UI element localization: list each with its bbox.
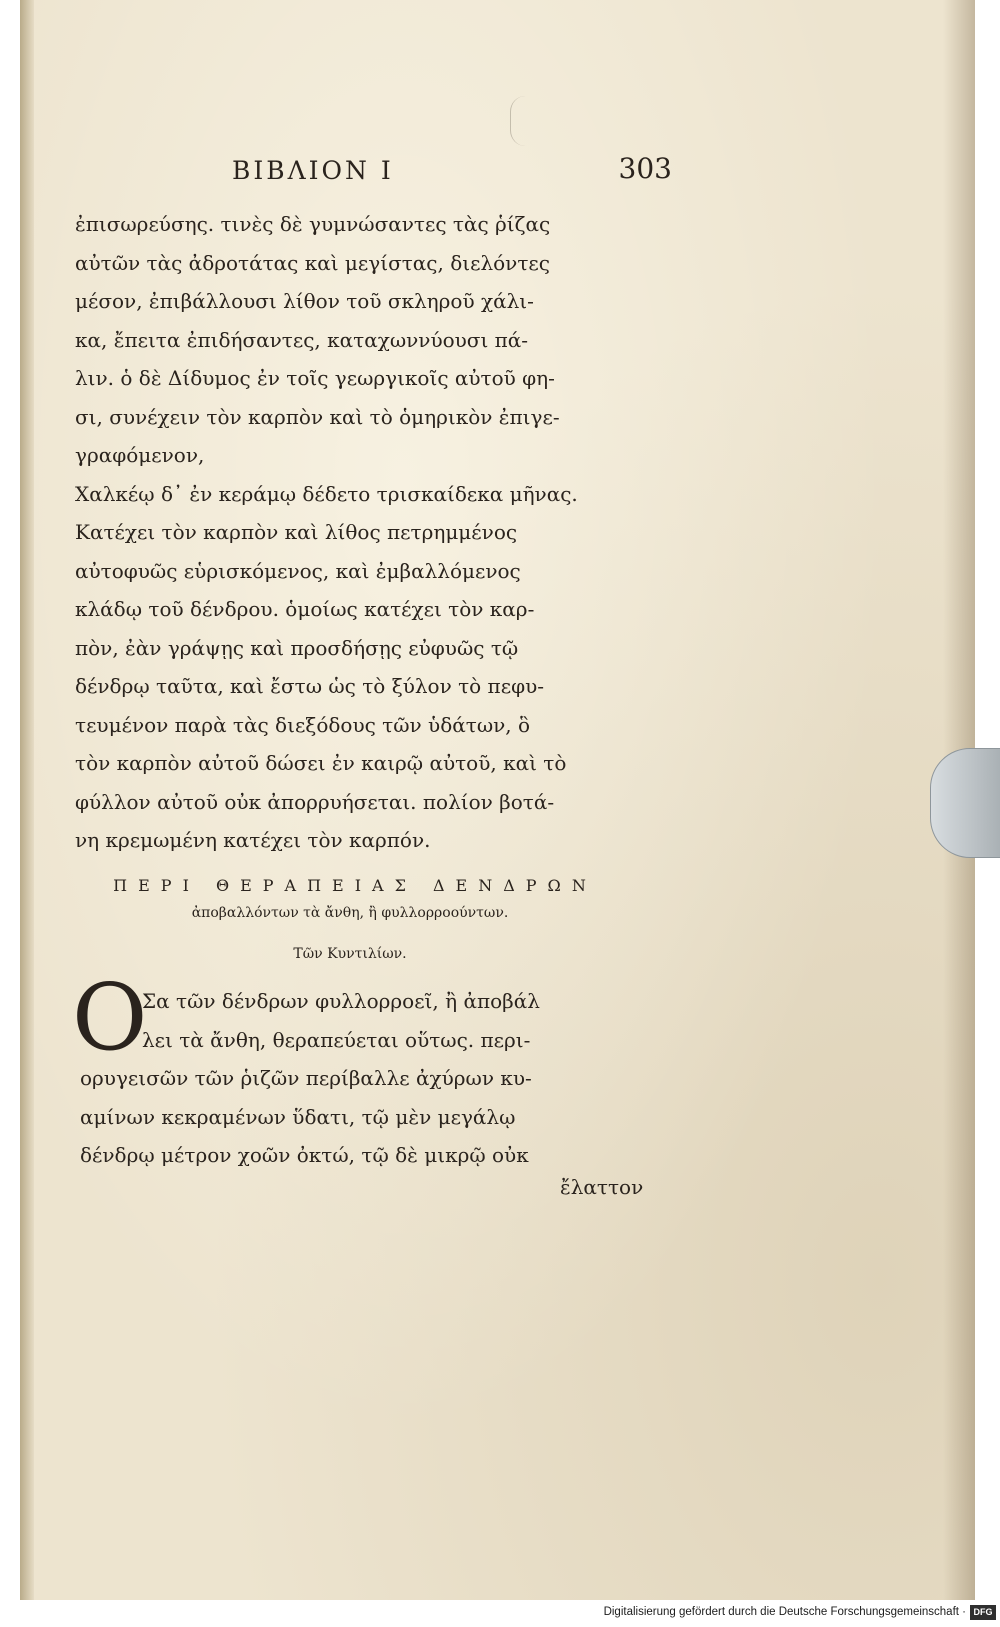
text-line: Χαλκέῳ δ᾽ ἐν κεράμῳ δέδετο τρισκαίδεκα μῆνας. <box>75 481 578 506</box>
text-line: ἐπισωρεύσης. τινὲς δὲ γυμνώσαντες τὰς ῥίζας <box>75 212 551 236</box>
footer-bar <box>0 1600 1000 1627</box>
text-line: λει τὰ ἄνθη, θεραπεύεται οὕτως. περι- <box>142 1027 531 1052</box>
text-line: κλάδῳ τοῦ δένδρου. ὁμοίως κατέχει τὸν καρ- <box>75 597 535 621</box>
text-line: λιν. ὁ δὲ Δίδυμος ἐν τοῖς γεωργικοῖς αὐτοῦ φη- <box>75 366 555 390</box>
text-line: πὸν, ἐὰν γράψῃς καὶ προσδήσῃς εὐφυῶς τῷ <box>75 635 519 660</box>
section-paragraph <box>80 982 660 1175</box>
page-clip <box>930 748 1000 858</box>
text-line: μέσον, ἐπιβάλλουσι λίθον τοῦ σκληροῦ χάλι- <box>75 289 534 313</box>
drop-capital: Ο <box>72 964 148 1071</box>
text-line: αὐτῶν τὰς ἀδροτάτας καὶ μεγίστας, διελόντες <box>75 250 550 275</box>
text-line: φύλλον αὐτοῦ οὐκ ἀπορρυήσεται. πολίον βοτά- <box>75 789 555 814</box>
text-line: αὐτοφυῶς εὑρισκόμενος, καὶ ἐμβαλλόμενος <box>75 558 521 583</box>
dfg-logo: DFG <box>970 1605 996 1620</box>
text-line: δένδρῳ ταῦτα, καὶ ἔστω ὡς τὸ ξύλον τὸ πεφυ- <box>75 674 544 698</box>
text-line: Κατέχει τὸν καρπὸν καὶ λίθος πετρημμένος <box>75 520 518 544</box>
catchword: ἔλαττον <box>560 1175 644 1199</box>
text-line: δένδρῳ μέτρον χοῶν ὀκτώ, τῷ δὲ μικρῷ οὐκ <box>80 1143 529 1167</box>
text-line: νη κρεμωμένη κατέχει τὸν καρπόν. <box>75 828 431 852</box>
section-heading: ΠΕΡΙ ΘΕΡΑΠΕΙΑΣ ΔΕΝΔΡΩΝ <box>113 876 597 895</box>
body-text <box>75 205 675 860</box>
page-gutter-shadow <box>20 0 34 1600</box>
section-subheading: ἀποβαλλόντων τὰ ἄνθη, ἢ φυλλορροούντων. <box>191 905 509 921</box>
text-line: Σα τῶν δένδρων φυλλορροεῖ, ἢ ἀποβάλ <box>142 989 540 1013</box>
text-line: κα, ἔπειτα ἐπιδήσαντες, καταχωννύουσι πά- <box>75 327 529 352</box>
section-author: Τῶν Κυντιλίων. <box>293 946 407 962</box>
text-line: γραφόμενον, <box>75 443 205 467</box>
page-header <box>232 152 672 192</box>
footer-credit: Digitalisierung gefördert durch die Deutsche Forschungsgemeinschaft · <box>603 1606 966 1618</box>
text-line: ορυγεισῶν τῶν ῥιζῶν περίβαλλε ἀχύρων κυ- <box>80 1066 532 1090</box>
pencil-mark <box>510 96 541 146</box>
text-line: αμίνων κεκραμένων ὕδατι, τῷ μὲν μεγάλῳ <box>80 1104 516 1129</box>
running-title: ΒΙΒΛΙΟΝ Ι <box>232 156 394 185</box>
text-line: τευμένον παρὰ τὰς διεξόδους τῶν ὑδάτων, ὃ <box>75 712 531 737</box>
page-number: 303 <box>618 152 672 185</box>
text-line: τὸν καρπὸν αὐτοῦ δώσει ἐν καιρῷ αὐτοῦ, καὶ τὸ <box>75 751 567 775</box>
text-line: σι, συνέχειν τὸν καρπὸν καὶ τὸ ὁμηρικὸν ἐπιγε- <box>75 404 560 429</box>
